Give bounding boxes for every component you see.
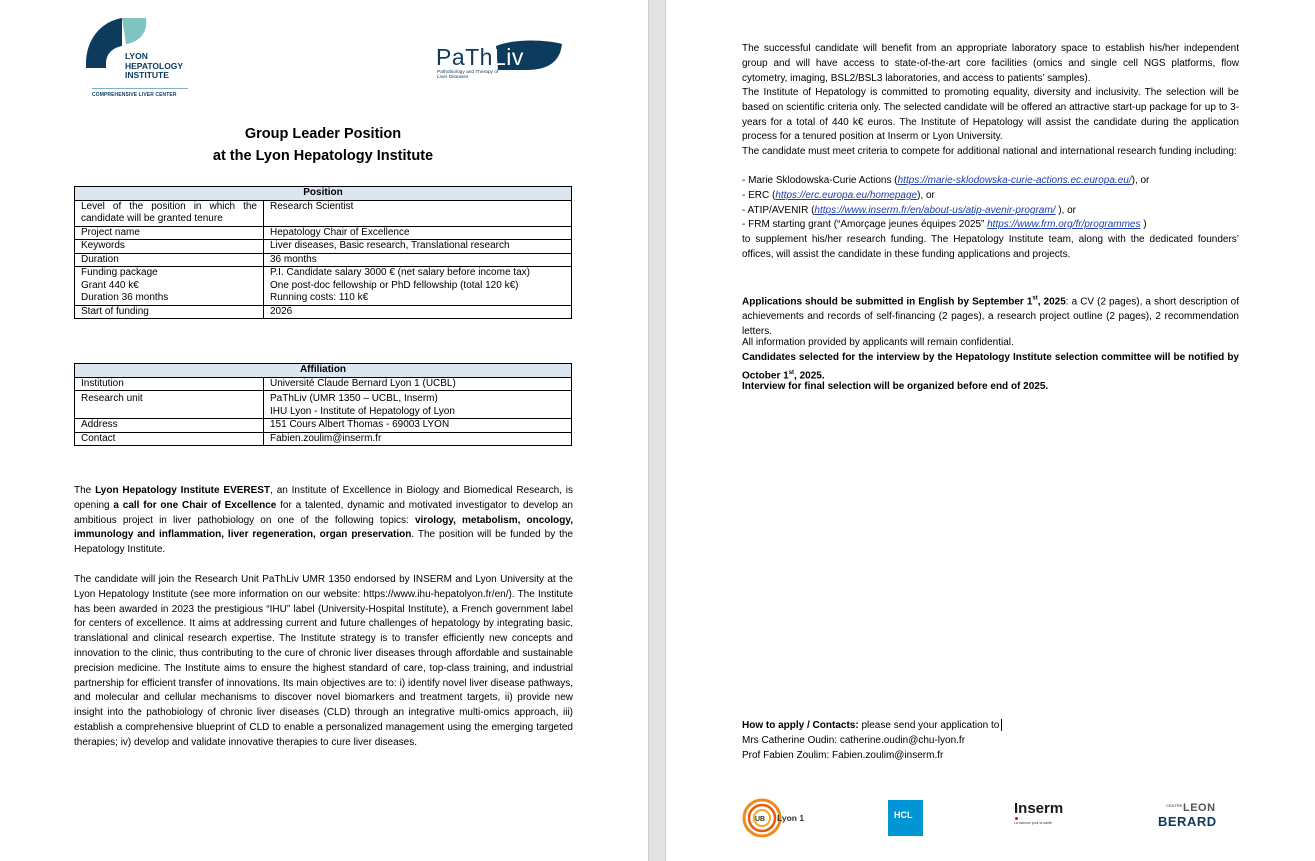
intro-text: The xyxy=(74,485,96,496)
table-cell-line: Funding package xyxy=(81,267,158,278)
table-row xyxy=(75,226,572,240)
lyon1-logo-text: Lyon 1 xyxy=(777,813,805,823)
contact-label: How to apply / Contacts: xyxy=(742,720,859,731)
pathliv-word-a: PaTh xyxy=(436,44,493,70)
funding-list-item xyxy=(742,204,1239,219)
intro-text: for a talented, dynamic and motivated investigator to develop an ambitious project in liver pathobiology on one of the following topics: xyxy=(74,499,573,526)
funding-link[interactable]: https://erc.europa.eu/homepage xyxy=(775,190,918,201)
hcl-logo xyxy=(888,800,923,836)
lyon1-logo-mark xyxy=(742,797,782,839)
funding-item-text: - ATIP/AVENIR ( xyxy=(742,205,815,216)
table-row xyxy=(75,253,572,267)
position-table-heading: Position xyxy=(75,187,572,201)
pathliv-logo-word xyxy=(436,44,524,71)
table-cell-value: Liver diseases, Basic research, Translational research xyxy=(264,240,572,254)
table-cell-line: IHU Lyon - Institute of Hepatology of Lyon xyxy=(270,405,455,417)
table-cell-key: Contact xyxy=(75,432,264,446)
funding-item-text: - Marie Sklodowska-Curie Actions ( xyxy=(742,175,898,186)
table-row xyxy=(75,200,572,226)
table-row xyxy=(75,377,572,391)
inserm-tagline: La science pour la santé xyxy=(1014,821,1052,825)
pathliv-word-b: Liv xyxy=(492,44,524,70)
table-cell-value: Fabien.zoulim@inserm.fr xyxy=(264,432,572,446)
funding-item-text: ), or xyxy=(1055,205,1077,216)
contact-text: please send your application to xyxy=(858,720,1000,731)
document-title-line1: Group Leader Position xyxy=(244,126,402,142)
inserm-logo xyxy=(1014,800,1094,836)
table-row xyxy=(75,267,572,306)
text-cursor xyxy=(1001,719,1002,731)
table-cell-line: PaThLiv (UMR 1350 – UCBL, Inserm) xyxy=(270,393,438,404)
funding-list-item xyxy=(742,174,1239,189)
table-cell-value: Université Claude Bernard Lyon 1 (UCBL) xyxy=(264,377,572,391)
table-cell-value: 2026 xyxy=(264,305,572,319)
table-cell-key: Start of funding xyxy=(75,305,264,319)
contact-line: Prof Fabien Zoulim: Fabien.zoulim@inserm.fr xyxy=(742,750,944,761)
table-cell-key: Address xyxy=(75,419,264,433)
equality-paragraph: The Institute of Hepatology is committed to promoting equality, diversity and inclusivity. The selection will be based on scientific criteria only. The selected candidate will be offered an attractive start-up package for up to 3-years for a total of 440 k€ euros. The Institute of Hepatology will assist the candidate during the application process for a tenured position at Inserm or Lyon University. xyxy=(742,87,1239,143)
application-bold: Applications should be submitted in English by September 1 xyxy=(742,296,1033,308)
table-cell-line: Grant 440 k€ xyxy=(81,279,139,291)
funding-item-text: ), or xyxy=(917,190,935,201)
application-paragraph xyxy=(742,292,1239,340)
funding-link[interactable]: https://www.inserm.fr/en/about-us/atip-avenir-program/ xyxy=(814,205,1056,216)
confidential-note: All information provided by applicants will remain confidential. xyxy=(742,337,1014,348)
table-row xyxy=(75,305,572,319)
table-cell-key: Keywords xyxy=(75,240,264,254)
interview-note: Interview for final selection will be organized before end of 2025. xyxy=(742,381,1049,392)
table-cell-key: Duration xyxy=(75,253,264,267)
contact-heading xyxy=(742,719,1239,734)
page-gutter xyxy=(648,0,666,861)
notification-paragraph xyxy=(742,351,1239,384)
table-row xyxy=(75,432,572,446)
table-cell-line: One post-doc fellowship or PhD fellowship (total 120 k€) xyxy=(270,279,519,291)
funding-intro-paragraph: The candidate must meet criteria to compete for additional national and international research funding including: xyxy=(742,146,1237,157)
intro-bold: a call for one Chair of Excellence xyxy=(113,499,277,511)
funding-list-item xyxy=(742,218,1239,233)
svg-text:UB: UB xyxy=(755,816,766,823)
table-cell-key: Project name xyxy=(75,226,264,240)
funding-item-text: - FRM starting grant (“Amorçage jeunes équipes 2025” xyxy=(742,219,988,230)
leon-berard-name-b: BERARD xyxy=(1158,814,1217,829)
facilities-paragraph: The successful candidate will benefit from an appropriate laboratory space to establish his/her independent group and will have access to state-of-the-art core facilities (omics and single cell NGS platforms, flow cytometry, imaging, BSL2/BSL3 laboratories, and access to patients’ samples). xyxy=(742,43,1239,84)
leon-berard-logo xyxy=(1156,801,1226,835)
funding-link[interactable]: https://www.frm.org/fr/programmes xyxy=(987,219,1141,230)
table-cell-value: 151 Cours Albert Thomas - 69003 LYON xyxy=(264,419,572,433)
lhi-logo-rule xyxy=(92,88,188,89)
pathliv-logo-subtitle: Pathobiology and Therapy of Liver Diseases xyxy=(437,70,499,81)
table-cell-key: Research unit xyxy=(75,391,264,419)
inserm-dot xyxy=(1015,817,1018,820)
table-row xyxy=(75,240,572,254)
notification-text: , 2025. xyxy=(794,370,825,382)
contact-line: Mrs Catherine Oudin: catherine.oudin@chu-lyon.fr xyxy=(742,735,966,746)
document-page-left xyxy=(0,0,648,861)
table-cell-value: Hepatology Chair of Excellence xyxy=(264,226,572,240)
position-table xyxy=(74,186,572,319)
inserm-logo-text: Inserm xyxy=(1014,800,1064,817)
intro-paragraph xyxy=(74,484,573,558)
table-cell-key: Institution xyxy=(75,377,264,391)
table-cell-value: Research Scientist xyxy=(264,200,572,226)
lyon1-logo xyxy=(742,797,812,841)
table-cell-value: 36 months xyxy=(264,253,572,267)
intro-text: , an Institute of Excellence in Biology and Biomedical Research, is opening xyxy=(74,485,573,511)
application-text: : a CV (2 pages), a short description of achievements and records of self-financing (2 pages), a research project outline (2 pages), 2 recommendation letters. xyxy=(742,296,1240,337)
table-cell-line: Running costs: 110 k€ xyxy=(270,292,369,303)
document-title-line2: at the Lyon Hepatology Institute xyxy=(212,148,434,164)
table-cell-line: P.I. Candidate salary 3000 € (net salary before income tax) xyxy=(270,267,530,278)
table-row xyxy=(75,419,572,433)
leon-berard-top: CENTRE xyxy=(1166,803,1183,808)
funding-item-text: ) xyxy=(1140,219,1147,230)
application-bold: , 2025 xyxy=(1037,296,1066,308)
table-cell-key: Level of the position in which the candidate will be granted tenure xyxy=(75,200,264,226)
affiliation-table-heading: Affiliation xyxy=(75,364,572,378)
hcl-logo-text: HCL xyxy=(894,810,913,820)
table-cell-line: Duration 36 months xyxy=(81,292,169,303)
table-cell-value xyxy=(264,391,572,419)
funding-list-item xyxy=(742,189,1239,204)
support-paragraph: to supplement his/her research funding. The Hepatology Institute team, along with the dedicated founders’ offices, will assist the candidate in these funding applications and projects. xyxy=(742,234,1239,260)
intro-bold: virology, metabolism, oncology, immunology and inflammation, liver regeneration, organ preservation xyxy=(74,514,573,541)
notification-sup: st xyxy=(788,369,795,376)
funding-link[interactable]: https://marie-sklodowska-curie-actions.ec.europa.eu/ xyxy=(897,175,1132,186)
leon-berard-name-a: LEON xyxy=(1183,802,1216,814)
table-cell-value xyxy=(264,267,572,306)
intro-text: . The position will be funded by the Hepatology Institute. xyxy=(74,529,573,556)
table-cell-key xyxy=(75,267,264,306)
lhi-logo-text: LYON HEPATOLOGY INSTITUTE xyxy=(125,51,184,80)
lhi-logo-subtitle: COMPREHENSIVE LIVER CENTER xyxy=(92,92,177,98)
intro-bold: Lyon Hepatology Institute EVEREST xyxy=(95,485,271,496)
funding-item-text: - ERC ( xyxy=(742,190,776,201)
table-row xyxy=(75,391,572,419)
candidate-paragraph: The candidate will join the Research Unit PaThLiv UMR 1350 endorsed by INSERM and Lyon University at the Lyon Hepatology Institute (see more information on our website: https://www.ihu-hepatolyon.fr/en/). The Institute has been awarded in 2023 the prestigious “IHU” label (University-Hospital Institute), a French government label for centers of excellence. It aims at addressing current and future challenges of hepatology by integrating basic, translational and clinical research expertise. The Institute strategy is to transfer efficiently new concepts and innovation to the clinic, thus contributing to the cure of chronic liver diseases through affordable and sustainable precision medicine. The Institute aims to ensure the highest standard of care, top-class training, and industrial partnership for efficient transfer of innovations. Its main objectives are to: i) identify novel liver disease pathways, and molecular and cellular mechanisms to discover novel biomarkers and treatment targets, ii) provide new insight into the pathobiology of chronic liver diseases (CLD) through an integrative multi-omics approach, iii) establish a comprehensive blueprint of CLD to enable a personalized management using the emerging targeted therapies; iv) develop and validate innovative therapies to cure liver diseases. xyxy=(74,574,573,748)
application-sup: st xyxy=(1032,296,1038,302)
funding-item-text: ), or xyxy=(1131,175,1150,186)
affiliation-table xyxy=(74,363,572,446)
notification-text: Candidates selected for the interview by the Hepatology Institute selection committee will be notified by October 1 xyxy=(742,352,1239,382)
document-page-right xyxy=(666,0,1315,861)
